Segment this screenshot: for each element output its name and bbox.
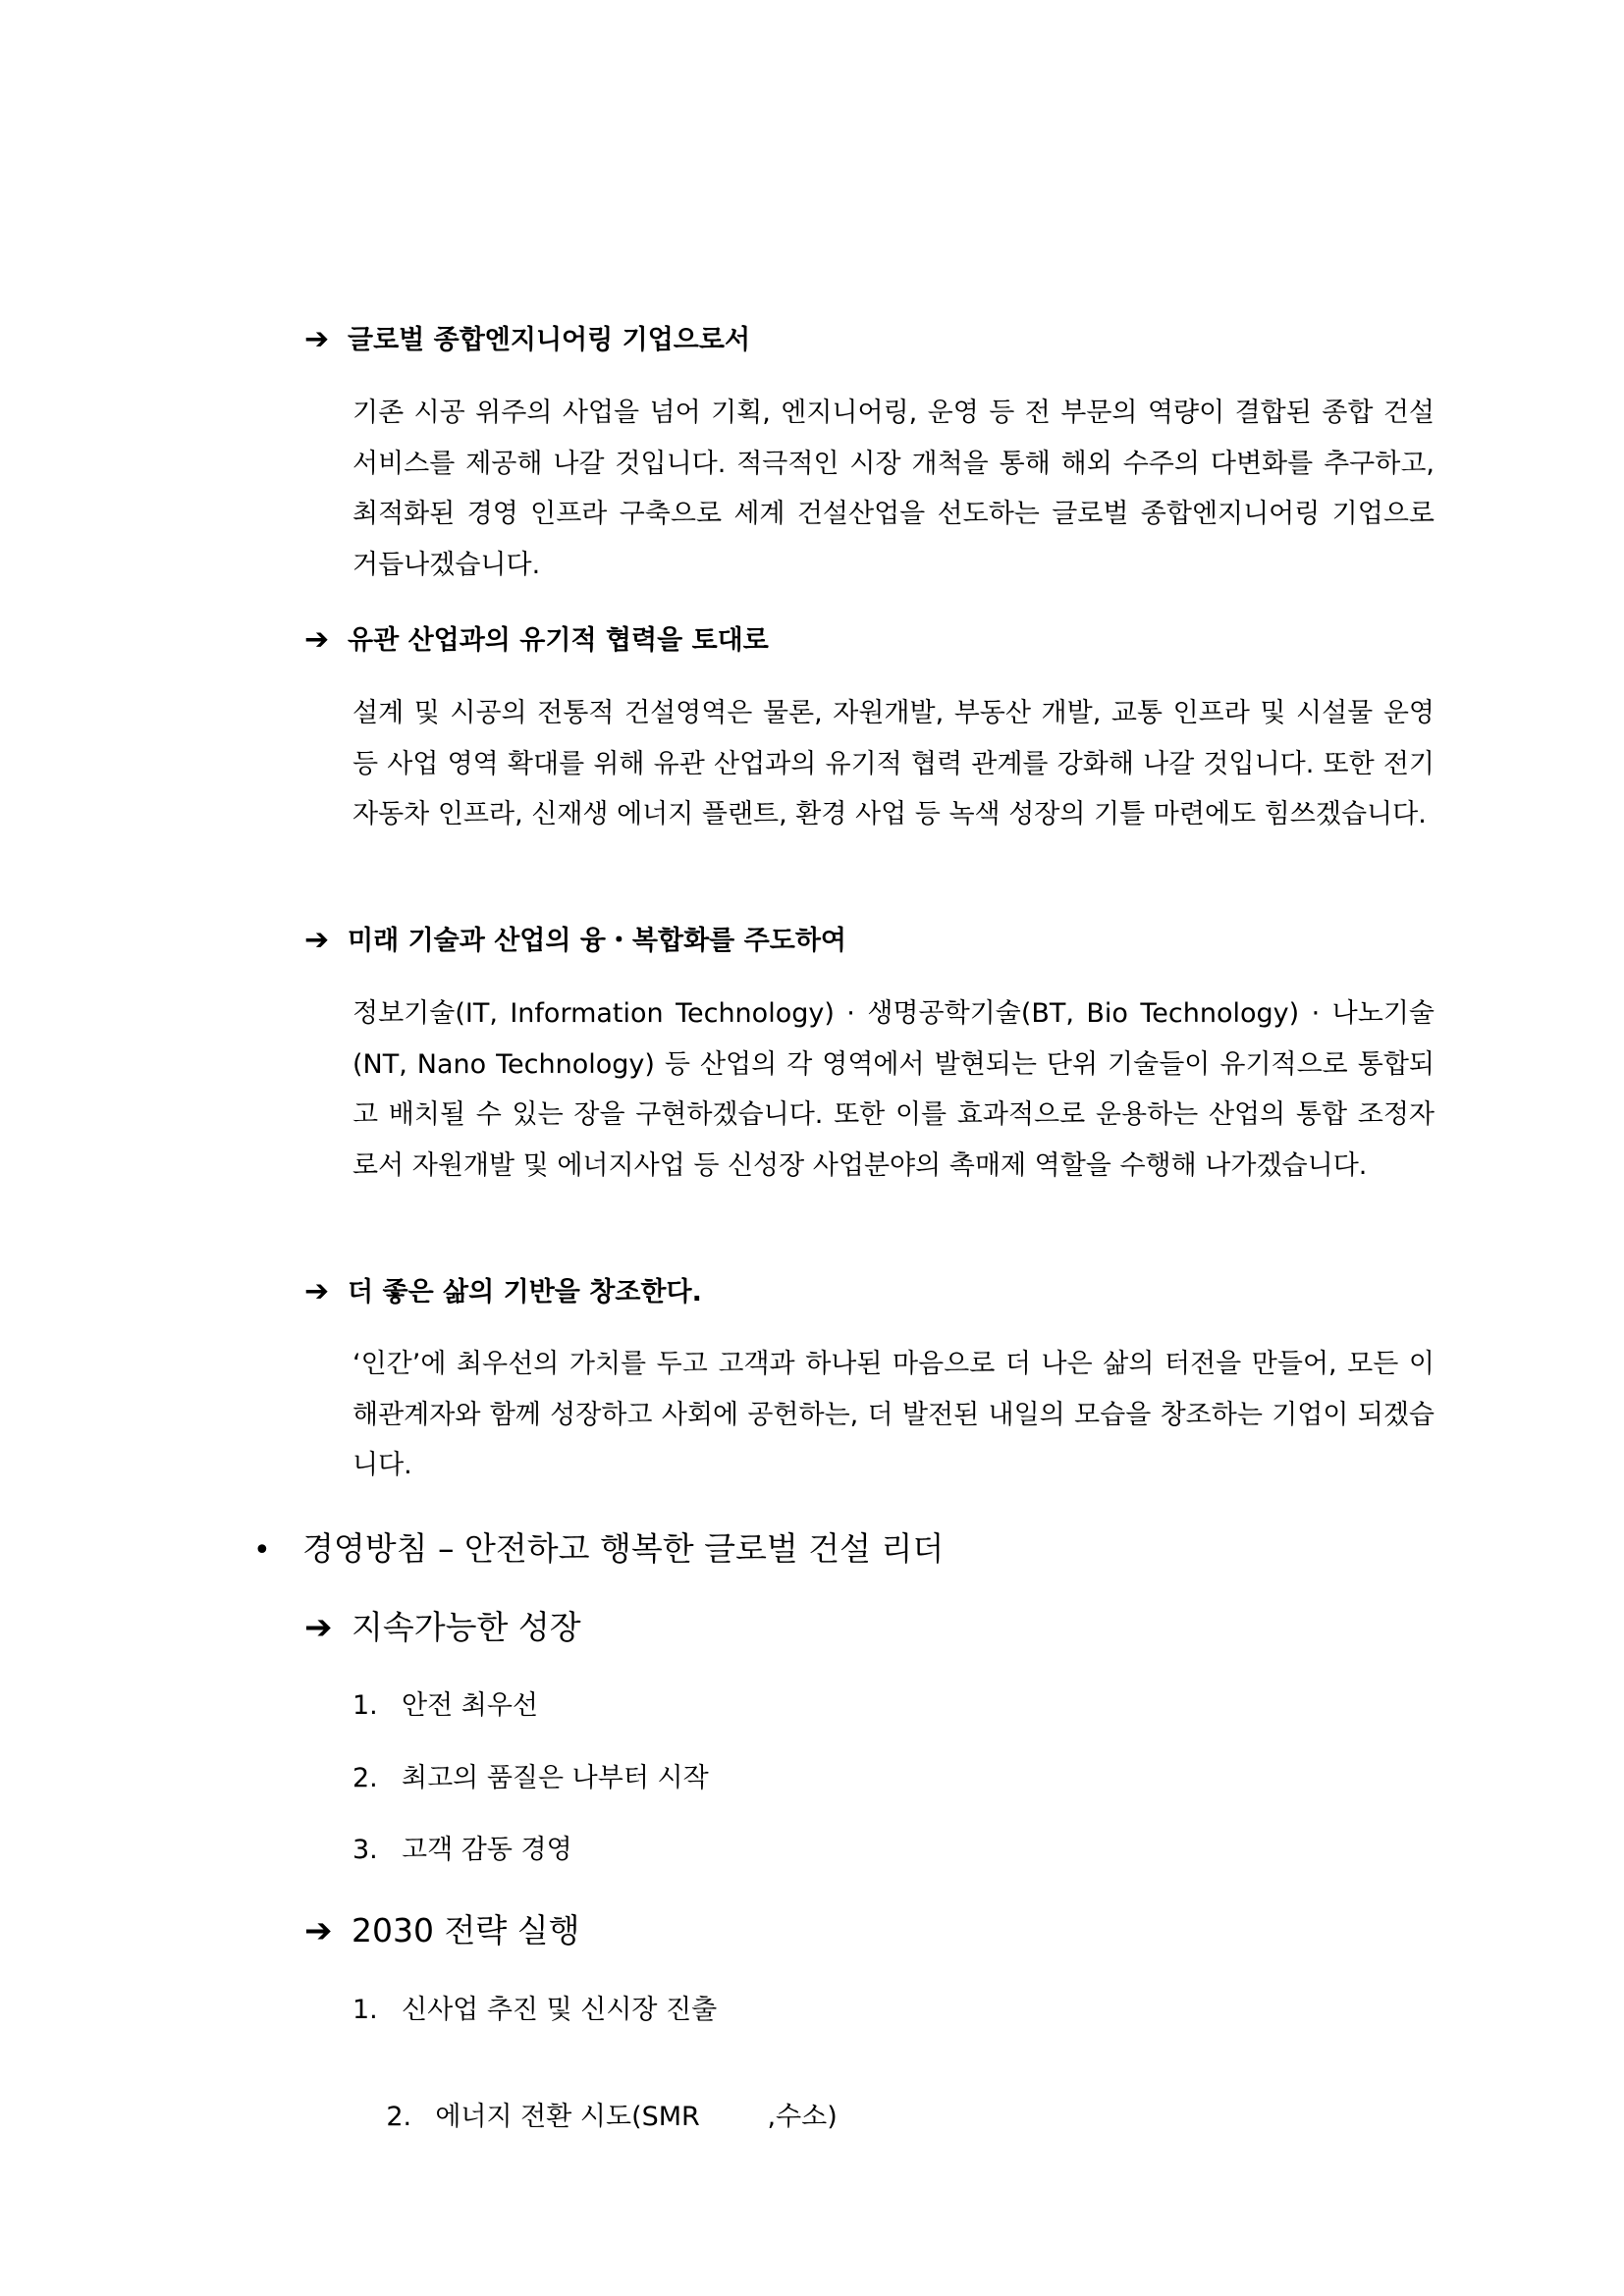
arrow-icon: ➔: [304, 622, 330, 657]
arrow-icon: ➔: [304, 322, 330, 356]
growth-title: 지속가능한 성장: [352, 1608, 581, 1646]
arrow-icon: ➔: [304, 1911, 333, 1950]
section-2-body: 설계 및 시공의 전통적 건설영역은 물론, 자원개발, 부동산 개발, 교통 인프라 및 시설물 운영 등 사업 영역 확대를 위해 유관 산업과의 유기적 협력 관계를 강화해 나갈 것입니다. 또한 전기자동차 인프라, 신재생 에너지 플랜트, 환경 사업 등 녹색 성장의 기틀 마련에도 힘쓰겠습니다.: [352, 698, 1435, 829]
strategy-heading: [304, 1909, 579, 1952]
section-2-title: 유관 산업과의 유기적 협력을 토대로: [348, 625, 769, 656]
list-number: 1.: [352, 1995, 378, 2025]
list-text: 안전 최우선: [402, 1690, 538, 1721]
section-3-heading: [304, 923, 846, 959]
growth-heading: [304, 1606, 581, 1649]
section-3-title: 미래 기술과 산업의 융・복합화를 주도하여: [348, 926, 846, 956]
bullet-icon: •: [253, 1533, 271, 1568]
strategy-title: 2030 전략 실행: [352, 1911, 580, 1949]
list-item: [352, 2064, 838, 2170]
policy-heading: [253, 1527, 944, 1573]
list-item: [352, 1761, 709, 1796]
list-text: 에너지 전환 시도(SMR ,수소): [435, 2102, 838, 2132]
list-number: 3.: [352, 1835, 378, 1865]
list-text: 신사업 추진 및 신시장 진출: [402, 1995, 718, 2025]
list-item: [352, 1688, 538, 1724]
arrow-icon: ➔: [304, 1274, 330, 1308]
section-4-title: 더 좋은 삶의 기반을 창조한다.: [348, 1277, 702, 1308]
section-2-heading: [304, 622, 769, 659]
list-item: [352, 1833, 572, 1868]
section-4-heading: [304, 1274, 702, 1310]
list-text: 고객 감동 경영: [402, 1835, 572, 1865]
list-number: 2.: [352, 1763, 378, 1793]
section-3-body: 정보기술(IT, Information Technology) · 생명공학기술(BT, Bio Technology) · 나노기술(NT, Nano Technology) 등 산업의 각 영역에서 발현되는 단위 기술들이 유기적으로 통합되고 배치될 수 있는 장을 구현하겠습니다. 또한 이를 효과적으로 운용하는 산업의 통합 조정자로서 자원개발 및 에너지사업 등 신성장 사업분야의 촉매제 역할을 수행해 나가겠습니다.: [352, 998, 1435, 1181]
list-item: [352, 1993, 717, 2028]
list-number: 2.: [386, 2102, 412, 2132]
arrow-icon: ➔: [304, 923, 330, 957]
policy-title: 경영방침 – 안전하고 행복한 글로벌 건설 리더: [302, 1529, 945, 1568]
section-1-title: 글로벌 종합엔지니어링 기업으로서: [348, 325, 751, 355]
section-1-body: 기존 시공 위주의 사업을 넘어 기획, 엔지니어링, 운영 등 전 부문의 역량이 결합된 종합 건설서비스를 제공해 나갈 것입니다. 적극적인 시장 개척을 통해 해외 수주의 다변화를 추구하고, 최적화된 경영 인프라 구축으로 세계 건설산업을 선도하는 글로벌 종합엔지니어링 기업으로 거듭나겠습니다.: [352, 398, 1435, 580]
arrow-icon: ➔: [304, 1608, 333, 1647]
section-4-body: ‘인간’에 최우선의 가치를 두고 고객과 하나된 마음으로 더 나은 삶의 터전을 만들어, 모든 이해관계자와 함께 성장하고 사회에 공헌하는, 더 발전된 내일의 모습을 창조하는 기업이 되겠습니다.: [352, 1349, 1435, 1480]
list-text: 최고의 품질은 나부터 시작: [402, 1763, 709, 1793]
section-1-heading: [304, 322, 750, 358]
list-number: 1.: [352, 1690, 378, 1721]
